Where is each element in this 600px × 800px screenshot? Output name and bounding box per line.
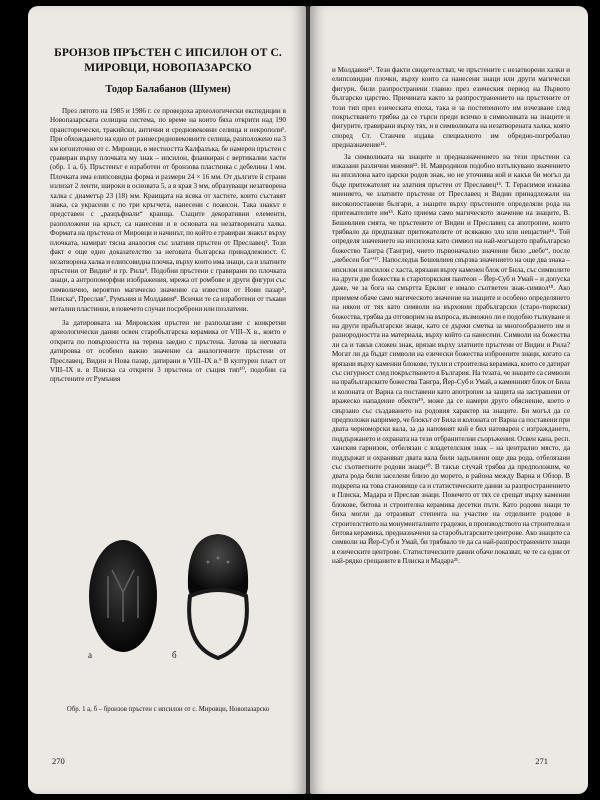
ring-band-view <box>188 534 248 596</box>
open-book <box>28 6 588 794</box>
right-page-text <box>332 66 570 567</box>
left-page <box>28 6 306 794</box>
left-page-text <box>50 107 286 385</box>
right-page <box>310 6 588 794</box>
ring-photo <box>68 518 268 668</box>
paragraph: За датировката на Мировския пръстен не разполагаме с конкретни археологически данни освен старобългарска керамика от VIII–X в., които е открита по повърхността на терена заедно с пръстена. Затова за неговата датировка от особено важно значение са аналогичните пръстени от Преславец, Видин и Нова пазар, датирани в VIII–IX в.⁹ В културен пласт от VIII–IX в. в Плиска са открити 3 пръстена от същия тип¹⁰, подобни са пръстените от Румъния <box>50 318 286 384</box>
page-number-left: 270 <box>52 756 65 766</box>
page-number-right: 271 <box>535 756 548 766</box>
figure-caption: Обр. 1 а, б – бронзов пръстен с ипсилон от с. Мировци, Новопазарско <box>66 706 270 713</box>
ring-figure <box>50 518 286 668</box>
paragraph: и Молдавия¹¹. Тези факти свидетелстват, че пръстените с незатворени халки и елипсовидни плочки, върху които са нанесени знаци или други магически фигури, били разпространени главно през езическия период на Първото българско царство. Причината както за разпространението на пръстените от този тип през езическата епоха, така и за постепенното им изчезване след покръстването трябва да се търси преди всичко в символиката на знаците и фигурите, гравирани върху тях, и в символиката на незатворената халка, която според Ст. Станчев издава специалното им обредно-погребално предназначение¹². <box>332 66 570 150</box>
article-author: Тодор Балабанов (Шумен) <box>105 84 231 95</box>
article-title: БРОНЗОВ ПРЪСТЕН С ИПСИЛОН ОТ С. МИРОВЦИ, НОВОПАЗАРСКО <box>54 47 282 74</box>
paragraph: През лятото на 1985 и 1986 г. се проведоха археологически експедиции в Новопазарската селищна система, по време на които бяха открити над 190 праисторически, тракийски, антични и средновековни селища и некрополи¹. При обхождането на едно от раннесредновековните селища, разположено на 3 км югоизточно от с. Мировци, в местността Калфалъка, бе намерен пръстен с гравиран върху плочката му знак – ипсилон, фланкиран с вертикални хасти (обр. 1 а, б). Пръстенът е изработен от бронзова пластинка с дебелина 1 мм. Плочката има елипсовидна форма и размери 24 × 16 мм. От дългите й страни излизат 2 ленти, широки в основата 5, а в края 3 мм, образуващи незатворена халка с диаметър 23 (18) мм. Краищата на всяка от хастите, които съставят знака, са украсени с по три кръгчета, нанесени с поансон. Така знакът е представен с „разцъфнали“ краища. Същите декоративни елементи, разположени на кръст, са нанесени и в основата на незатворената халка. Формата на пръстена от Мировци и начинът, по който е гравиран знакът върху плочката, намират тясна аналогия със златния пръстен от Преславец². Този факт е още едно доказателство за неговата българска принадлежност. С незатворена халка и елипсовидна плочка, върху които има знаци, са и златните пръстени от Видин³ и гр. Рила⁴. Подобни пръстени с гравирани по плочката знаци, а антропоморфни изображения, мрежа от ромбове и други фигури със символично, вероятно магическо значение са известни от Нови пазар⁵, Плиска⁶, Преслав⁷, Румъния и Молдавия⁸. Всички те са изработени от тъкави метални пластинки, в повечето случаи посребрени или позлатени. <box>50 107 286 313</box>
figure-label-b: б <box>172 650 177 660</box>
figure-label-a: а <box>88 650 92 660</box>
paragraph: За символиката на знаците и предназначението на тези пръстени са изказани различни мнения¹³. Н. Мавродинов подобно изтълкувано значението на ипсилона като царски родов знак, но не уточнява кой и какъв би могъл да бъде притежателят на златния пръстен от Преславец¹⁴. Т. Герасимов изказва мнението, че златните пръстени от Преславец и Видин принадлежали на високопоставени българи, а знаците върху пръстените определяли рода на притежателите им¹⁵. Като приема само магическото значение на знаците, В. Бешевлиев смята, че пръстените от Видин и Преславец са апотропеи, които трябвало да предпазват притежателите от всякакво зло или нещастие¹⁶. Той определя значението на ипсилона като символ на най-могъщото прабългарско божество Тангра (Тангри), чието първоначално значение било „небе“, после „небесен бог“¹⁷. Напоследък Бешевлиев свързва значението на още два знака – ипсилон и ипсилон с хаста, врязани върху каменен блок от Била, със символите на други две божества в староторкския пантеон – Йер-Суб и Умай – и допуска даже, че за бога на смъртта Ерклиг е имало съответен знак-символ¹⁸. Ако приемем обаче само магическото значение на знаците и особено определянето на някои от тях като символи на върховни прабългарски (старо-тюркски) божества, трябва да отговорим на въпроса, възможно ли е подобно тълкуване и на други прабългарски знаци, като се държи сметка за многообразието им и разнородността на материала, върху който са нанесени. Символи на божества ли са и такъв сложен знак, врязан върху златните пръстени от Видин и Рила? Могат ли да бъдат символи на езически божества изброените знаци, когато са врязани върху каменни блокове, тухли и строителна керамика, които се датират със сигурност след покръстването в България. На тезата, че знаците са символи на прабългарските божества Тангра, Йер-Суб и Умай, а каменният блок от Била и колоната от Варна са поставени като апотропеи за защита на застрашени от вражеско нападение обекти¹⁹, може да се намери друго обяснение, което е свързано със създаването на родовия характер на знаците. Би могъл да се предположи например, че блокът от Била и колоната от Варна са поставени при двата черноморски вала, за да напомнят кой е бил натоварен с изграждането, поддържането и охраната на тези отбранителни съоръжения. Освен кана, респ. ханския гарнизон, отбелязан с владетелския знак – на централно място, да поддържат и охраняват двата вала били задължени още два рода, отбелязани със съответните родови знаци²⁰. В такъв случай трябва да предположим, че двата рода били заселени близо до морето, в района между Варна и Обзор. В подкрепа на това становище са и статистическите данни за разпространението в Плиска, Мадара и Преслав знаци. Повечето от тях се срещат върху каменни блокове, битова и строителна керамика десетки пъти. Като родови знаци те биха могли да отразяват степента на участие на отделните родове в строителството на монументалните градежи, в производството на строителна и битова керамика, предназначени за старобългарските центрове. Ако знаците са символи на Йер-Суб и Умай, би трябвало те да са най-разпространените знаци в езическите центрове. Статистическите данни обаче показват, че те са едни от най-рядко срещаните в Плиска и Мадара²¹. <box>332 152 570 566</box>
